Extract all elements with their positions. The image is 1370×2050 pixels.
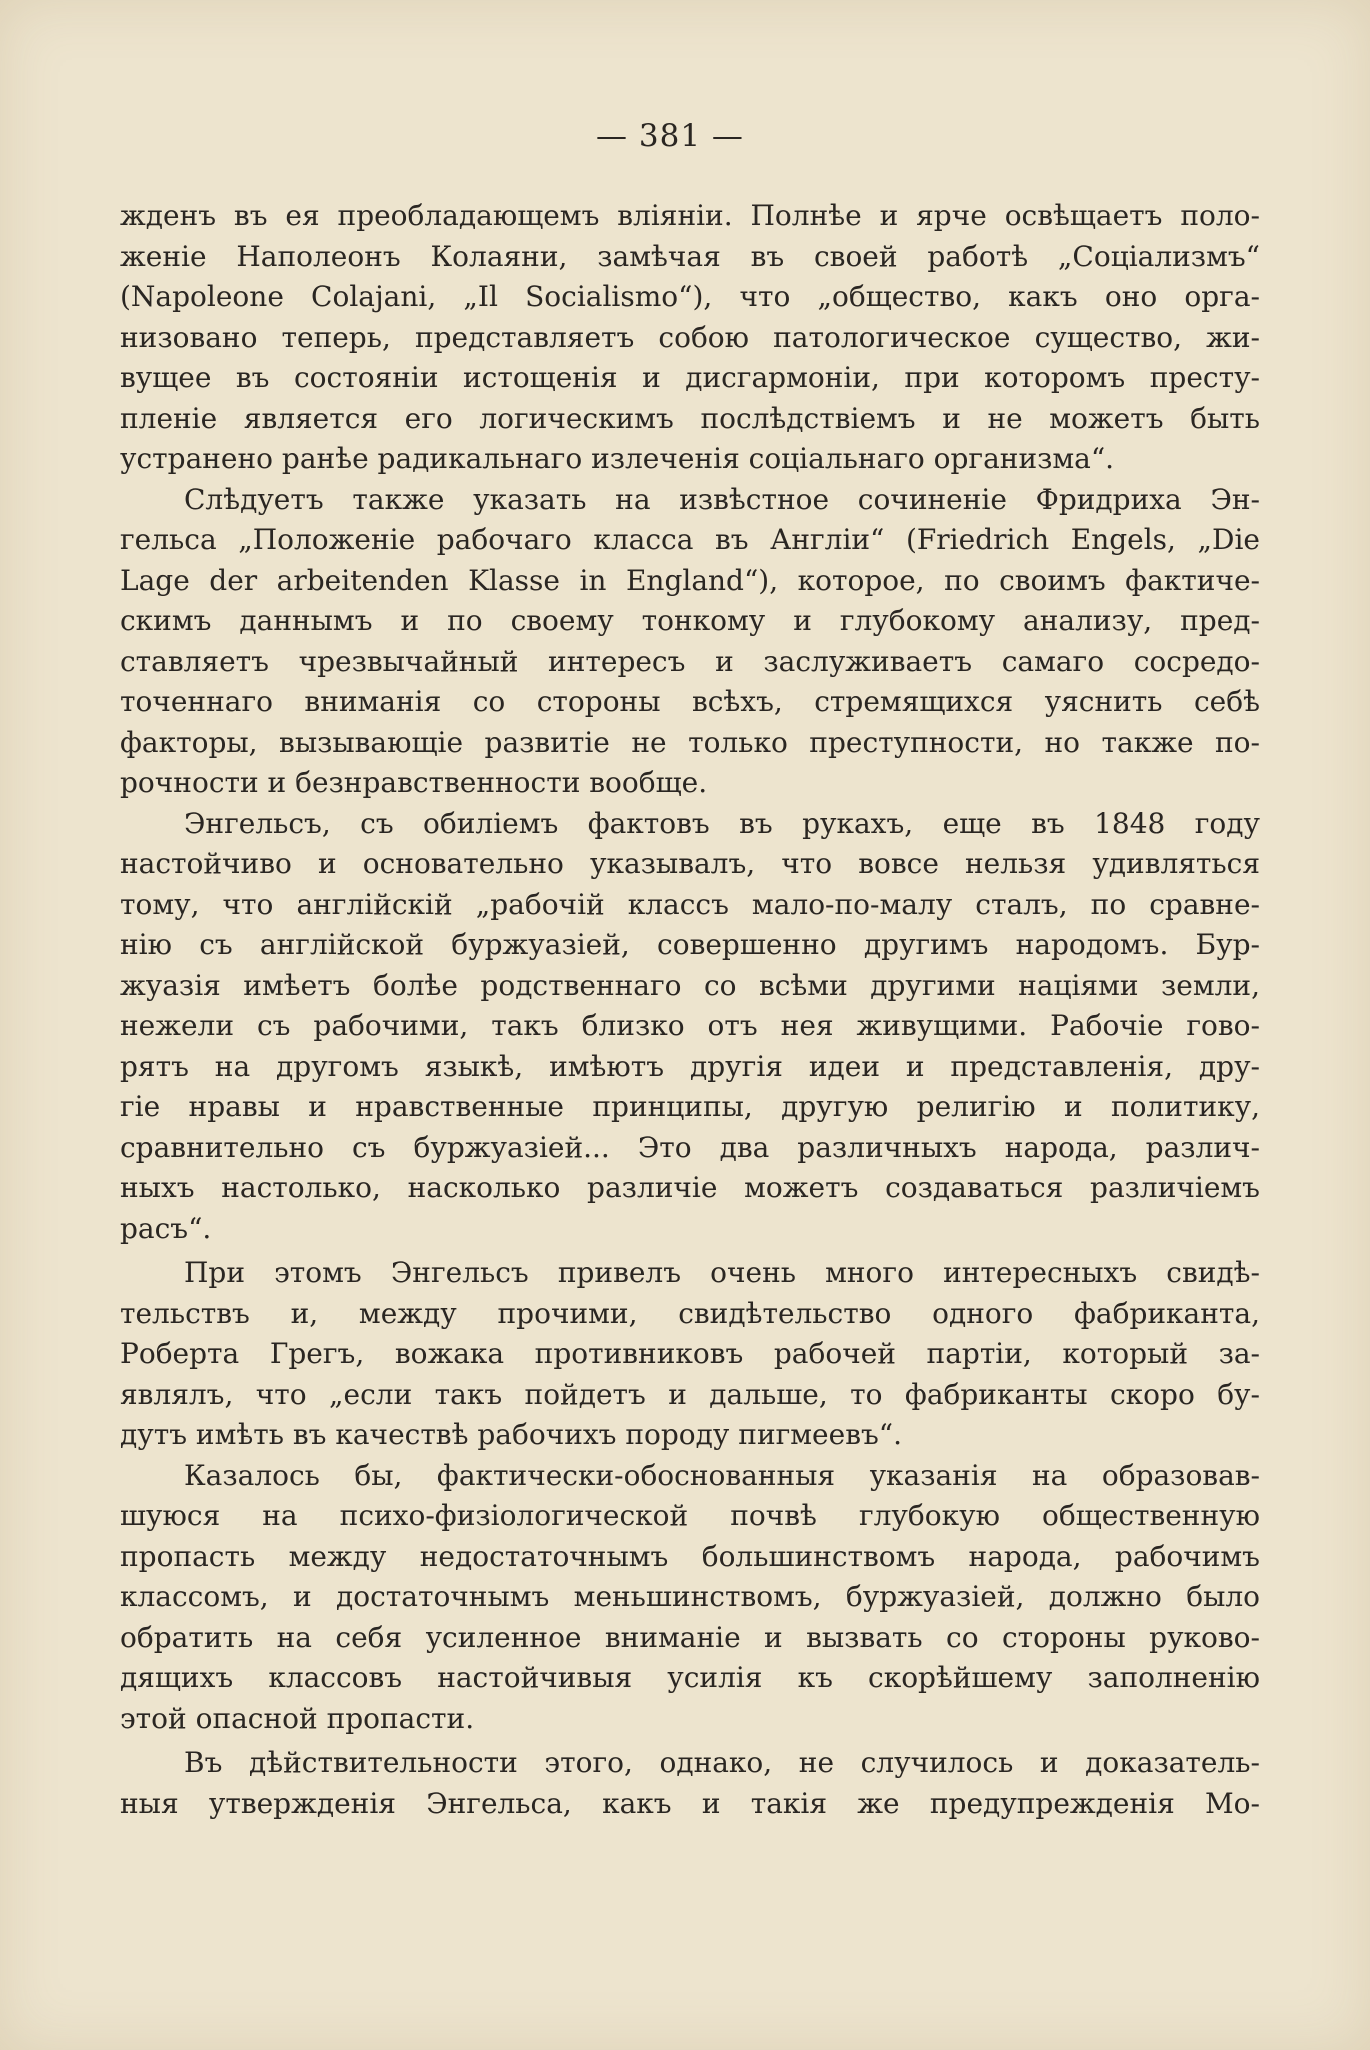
text-line: Lage der arbeitenden Klasse in England“), которое, по своимъ фактиче- [120, 563, 1260, 597]
paragraph [120, 1253, 1260, 1456]
paragraph [120, 196, 1260, 480]
text-line: шуюся на психо-физіологической почвѣ глубокую общественную [120, 1499, 1260, 1532]
text-line: факторы, вызывающіе развитіе не только преступности, но также по- [120, 725, 1260, 759]
text-line: ныя утвержденія Энгельса, какъ и такія же предупрежденія Мо- [120, 1786, 1260, 1820]
text-line: Слѣдуетъ также указать на извѣстное сочиненіе Фридриха Эн- [184, 482, 1260, 516]
text-line: При этомъ Энгельсъ привелъ очень много интересныхъ свидѣ- [184, 1256, 1260, 1289]
paragraph [120, 1743, 1260, 1824]
text-line: Энгельсъ, съ обиліемъ фактовъ въ рукахъ, еще въ 1848 году [184, 806, 1260, 840]
text-line: дящихъ классовъ настойчивыя усилія къ скорѣйшему заполненію [120, 1661, 1260, 1694]
text-line: (Napoleone Colajani, „Il Socialismo“), что „общество, какъ оно орга- [120, 280, 1260, 313]
text-line: скимъ даннымъ и по своему тонкому и глубокому анализу, пред- [120, 604, 1260, 637]
text-line: гіе нравы и нравственные принципы, другую религію и политику, [120, 1090, 1260, 1123]
text-line: настойчиво и основательно указывалъ, что вовсе нельзя удивляться [120, 847, 1260, 880]
text-line: дутъ имѣть въ качествѣ рабочихъ породу пигмеевъ“. [120, 1418, 902, 1451]
paragraph [120, 480, 1260, 804]
text-line: вущее въ состояніи истощенія и дисгармоніи, при которомъ престу- [120, 361, 1260, 394]
text-line: устранено ранѣе радикальнаго излеченія соціальнаго организма“. [120, 442, 1115, 475]
page-number: — 381 — [596, 118, 744, 154]
text-line: Казалось бы, фактически-обоснованныя указанія на образовав- [184, 1458, 1260, 1492]
text-line: этой опасной пропасти. [120, 1701, 475, 1735]
text-line: классомъ, и достаточнымъ меньшинствомъ, буржуазіей, должно было [120, 1580, 1260, 1613]
text-line: пропасть между недостаточнымъ большинствомъ народа, рабочимъ [120, 1539, 1260, 1573]
text-line: точеннаго вниманія со стороны всѣхъ, стремящихся уяснить себѣ [120, 685, 1260, 718]
text-line: обратить на себя усиленное вниманіе и вызвать со стороны руково- [120, 1620, 1260, 1654]
text-line: женіе Наполеонъ Колаяни, замѣчая въ своей работѣ „Соціализмъ“ [120, 239, 1260, 273]
text-line: рятъ на другомъ языкѣ, имѣютъ другія идеи и представленія, дру- [120, 1049, 1260, 1083]
text-line: являлъ, что „если такъ пойдетъ и дальше, то фабриканты скоро бу- [120, 1377, 1260, 1411]
body-text [120, 196, 1260, 1824]
paragraph [120, 804, 1260, 1250]
text-line: низовано теперь, представляетъ собою патологическое существо, жи- [120, 320, 1260, 354]
text-line: гельса „Положеніе рабочаго класса въ Англіи“ (Friedrich Engels, „Die [120, 523, 1260, 556]
text-line: тельствъ и, между прочими, свидѣтельство одного фабриканта, [120, 1296, 1260, 1330]
text-line: рочности и безнравственности вообще. [120, 766, 708, 799]
paragraph [120, 1456, 1260, 1740]
text-line: жденъ въ ея преобладающемъ вліяніи. Полнѣе и ярче освѣщаетъ поло- [120, 199, 1260, 232]
text-line: ныхъ настолько, насколько различіе можетъ создаваться различіемъ [120, 1171, 1260, 1204]
text-line: нежели съ рабочими, такъ близко отъ нея живущими. Рабочіе гово- [120, 1009, 1260, 1042]
text-line: сравнительно съ буржуазіей... Это два различныхъ народа, различ- [120, 1130, 1260, 1164]
text-line: жуазія имѣетъ болѣе родственнаго со всѣми другими націями земли, [120, 968, 1260, 1002]
text-line: расъ“. [120, 1211, 212, 1245]
text-line: Роберта Грегъ, вожака противниковъ рабочей партіи, который за- [120, 1337, 1260, 1370]
text-line: тому, что англійскій „рабочій классъ мало-по-малу сталъ, по сравне- [120, 887, 1260, 921]
text-line: нію съ англійской буржуазіей, совершенно другимъ народомъ. Бур- [120, 928, 1260, 961]
text-line: пленіе является его логическимъ послѣдствіемъ и не можетъ быть [120, 401, 1260, 435]
text-line: ставляетъ чрезвычайный интересъ и заслуживаетъ самаго сосредо- [120, 644, 1260, 678]
text-line: Въ дѣйствительности этого, однако, не случилось и доказатель- [184, 1746, 1260, 1779]
